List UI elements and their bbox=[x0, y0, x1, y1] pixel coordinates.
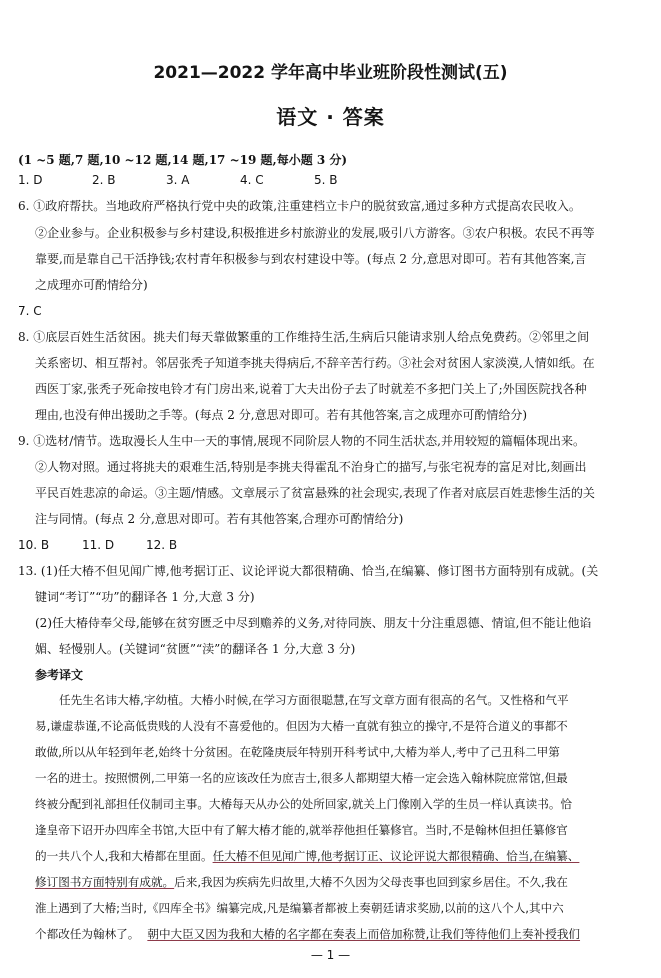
translation-line: 易,谦虚恭谨,不论高低贵贱的人没有不喜爱他的。但因为大椿一直就有独立的操守,不是符合道义的事都不 bbox=[35, 719, 568, 733]
underlined-translation: 任大椿不但见闻广博,他考据订正、议论评说大都很精确、恰当,在编纂、 bbox=[212, 849, 580, 863]
underlined-translation: 修订图书方面特别有成就。 bbox=[35, 875, 175, 889]
q8-line: 理由,也没有伸出援助之手等。(每点 2 分,意思对即可。若有其他答案,言之成理亦可酌情给分) bbox=[35, 408, 528, 422]
answer-item: 1. D bbox=[18, 173, 43, 187]
answer-item: 2. B bbox=[92, 173, 116, 187]
translation-segment: 后来,我因为疾病先归故里,大椿不久因为父母丧事也回到家乡居住。不久,我在 bbox=[174, 875, 568, 889]
translation-line bbox=[35, 875, 568, 889]
q9-line: 注与同情。(每点 2 分,意思对即可。若有其他答案,合理亦可酌情给分) bbox=[35, 512, 404, 526]
underlined-translation: 朝中大臣又因为我和大椿的名字都在奏表上而倍加称赞,让我们等待他们上奏补授我们 bbox=[147, 927, 581, 941]
answers-1-5 bbox=[18, 173, 338, 187]
answer-item: 5. B bbox=[314, 173, 338, 187]
document-subtitle: 语文 · 答案 bbox=[276, 105, 385, 129]
q13-line: 键词“考订”“功”的翻译各 1 分,大意 3 分) bbox=[35, 590, 255, 604]
q13-line: 媚、轻慢别人。(关键词“贫匮”“渎”的翻译各 1 分,大意 3 分) bbox=[35, 642, 356, 656]
answer-item: 4. C bbox=[240, 173, 264, 187]
document-title: 2021—2022 学年高中毕业班阶段性测试(五) bbox=[153, 63, 508, 83]
scoring-note: (1 ~5 题,7 题,10 ~12 题,14 题,17 ~19 题,每小题 3 分) bbox=[18, 153, 348, 167]
page-number: — 1 — bbox=[310, 948, 351, 962]
q8-line: 关系密切、相互帮衬。邻居张秃子知道李挑夫得病后,不辞辛苦行药。③社会对贫困人家淡漠,人情如纸。在 bbox=[35, 356, 595, 370]
translation-line: 淮上遇到了大椿;当时,《四库全书》编纂完成,凡是编纂者都被上奏朝廷请求奖励,以前的这八个人,其中六 bbox=[35, 901, 564, 915]
q6-line: 靠要,而是靠自己干活挣钱;农村青年积极参与到农村建设中等。(每点 2 分,意思对即可。若有其他答案,言 bbox=[35, 252, 587, 266]
translation-line bbox=[35, 927, 580, 941]
translation-line: 敢做,所以从年轻到年老,始终十分贫困。在乾隆庚辰年特别开科考试中,大椿为举人,考中了己丑科二甲第 bbox=[35, 745, 560, 759]
reference-translation-heading: 参考译文 bbox=[35, 668, 84, 682]
answer-item: 12. B bbox=[146, 538, 178, 552]
q6-line: 之成理亦可酌情给分) bbox=[35, 278, 148, 292]
answer-item: 11. D bbox=[82, 538, 115, 552]
translation-segment: 的一共八个人,我和大椿都在里面。 bbox=[35, 849, 213, 863]
answer-7: 7. C bbox=[18, 304, 42, 318]
translation-segment: 个都改任为翰林了。 bbox=[35, 927, 140, 941]
translation-line: 终被分配到礼部担任仪制司主事。大椿每天从办公的处所回家,就关上门像刚入学的生员一样认真读书。恰 bbox=[35, 797, 573, 811]
translation-line: 任先生名讳大椿,字幼植。大椿小时候,在学习方面很聪慧,在写文章方面有很高的名气。又性格和气平 bbox=[59, 693, 569, 707]
q9-line: 9. ①选材/情节。选取漫长人生中一天的事情,展现不同阶层人物的不同生活状态,并用较短的篇幅体现出来。 bbox=[18, 434, 585, 448]
q6-line: 6. ①政府帮扶。当地政府严格执行党中央的政策,注重建档立卡户的脱贫致富,通过多种方式提高农民收入。 bbox=[18, 199, 581, 213]
q9-line: 平民百姓悲凉的命运。③主题/情感。文章展示了贫富悬殊的社会现实,表现了作者对底层百姓悲惨生活的关 bbox=[35, 486, 595, 500]
q9-line: ②人物对照。通过将挑夫的艰难生活,特别是李挑夫得霍乱不治身亡的描写,与张宅祝寿的富足对比,刻画出 bbox=[35, 460, 587, 474]
answers-10-12 bbox=[18, 538, 177, 552]
translation-line bbox=[35, 849, 579, 863]
answer-item: 10. B bbox=[18, 538, 50, 552]
translation-line: 一名的进士。按照惯例,二甲第一名的应该改任为庶吉士,很多人都期望大椿一定会选入翰林院庶常馆,但最 bbox=[35, 771, 568, 785]
translation-line: 逢皇帝下诏开办四库全书馆,大臣中有了解大椿才能的,就举荐他担任纂修官。当时,不是翰林但担任纂修官 bbox=[35, 823, 568, 837]
q8-line: 8. ①底层百姓生活贫困。挑夫们每天靠做繁重的工作维持生活,生病后只能请求别人给点免费药。②邻里之间 bbox=[18, 330, 590, 344]
q6-line: ②企业参与。企业积极参与乡村建设,积极推进乡村旅游业的发展,吸引八方游客。③农户积极。农民不再等 bbox=[35, 226, 595, 240]
q13-line: (2)任大椿侍奉父母,能够在贫穷匮乏中尽到赡养的义务,对待同族、朋友十分注重恩德、情谊,但不能让他谄 bbox=[35, 616, 592, 630]
answer-item: 3. A bbox=[166, 173, 190, 187]
q13-line: 13. (1)任大椿不但见闻广博,他考据订正、议论评说大都很精确、恰当,在编纂、修订图书方面特别有成就。(关 bbox=[18, 564, 599, 578]
q8-line: 西医丁家,张秃子死命按电铃才有门房出来,说着丁大夫出份子去了时就差不多把门关上了;外国医院找各种 bbox=[35, 382, 587, 396]
